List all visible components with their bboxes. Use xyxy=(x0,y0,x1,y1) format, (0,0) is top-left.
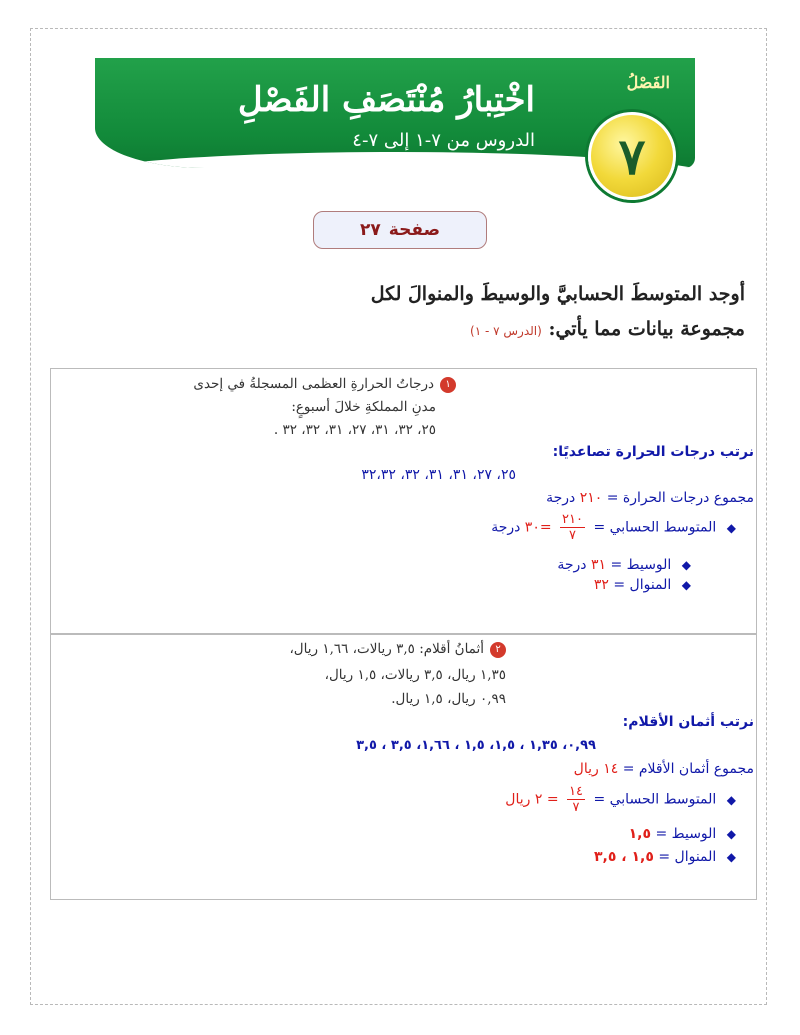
q1-sorted: ٢٥، ٢٧، ٣١، ٣١، ٣٢، ٣٢،٣٢ xyxy=(361,467,516,483)
q1-mode-value: ٣٢ xyxy=(593,577,609,593)
q1-text-2: مدنِ المملكةِ خلالَ أسبوعٍ: xyxy=(291,399,436,415)
q1-sum-line xyxy=(546,490,754,506)
q2-mode-value: ١,٥ ، ٣,٥ xyxy=(593,849,654,865)
q2-text-line-1 xyxy=(289,641,506,658)
diamond-bullet-icon: ◆ xyxy=(681,558,691,572)
q2-text-2: ١,٣٥ ريال، ٣,٥ ريالات، ١,٥ ريال، xyxy=(324,667,506,683)
q1-data: ٢٥، ٣٢، ٣١، ٢٧، ٣١، ٣٢، ٣٢ . xyxy=(273,422,436,438)
q2-median-line xyxy=(629,826,736,842)
q1-mean-value: =٣٠ xyxy=(524,519,552,536)
q2-sum-label: مجموع أثمان الأقلام = xyxy=(622,761,754,777)
q2-sorted: ٠,٩٩، ١,٣٥ ، ١,٥، ١,٥ ، ١,٦٦، ٣,٥ ، ٣,٥ xyxy=(356,738,596,753)
banner-subtitle: الدروس من ٧-١ إلى ٧-٤ xyxy=(352,130,535,151)
q1-mean-denominator: ٧ xyxy=(569,528,576,543)
q1-sum-unit: درجة xyxy=(546,490,576,506)
q1-mean-unit: درجة xyxy=(491,519,521,536)
question-1-box xyxy=(50,368,757,635)
banner-title: اخْتِبارُ مُنْتَصَفِ الفَصْلِ xyxy=(237,80,535,120)
q1-number: ١ xyxy=(440,377,456,393)
q2-mean-line xyxy=(505,784,736,815)
instruction-line-2 xyxy=(145,318,745,340)
q2-median-value: ١,٥ xyxy=(628,826,652,842)
q1-median-line xyxy=(557,557,691,573)
instruction-line-1: أوجد المتوسطَ الحسابيَّ والوسيطَ والمنوالَ لكل xyxy=(370,283,745,305)
diamond-bullet-icon: ◆ xyxy=(726,520,736,535)
q2-median-label: الوسيط = xyxy=(655,826,717,842)
q2-mean-fraction xyxy=(567,784,585,815)
q2-mean-value: = ٢ ريال xyxy=(505,791,559,808)
q2-text-3: ٠,٩٩ ريال، ١,٥ ريال. xyxy=(391,691,506,707)
chapter-label: الفَصْلُ xyxy=(626,73,670,92)
instruction-text: مجموعة بيانات مما يأتي: xyxy=(548,318,745,340)
q1-mean-label: المتوسط الحسابي = xyxy=(593,519,717,536)
q2-mean-numerator: ١٤ xyxy=(569,784,583,799)
q1-mode-line xyxy=(594,577,691,593)
q1-median-value: ٣١ xyxy=(591,557,607,573)
q2-mode-line xyxy=(594,849,736,865)
chapter-number-badge: ٧ xyxy=(588,112,676,200)
q2-sort-title: نرتب أثمان الأقلام: xyxy=(622,714,754,730)
q1-sum-label: مجموع درجات الحرارة = xyxy=(606,490,754,506)
q1-sort-title: نرتب درجات الحرارة تصاعديًا: xyxy=(552,444,754,460)
diamond-bullet-icon: ◆ xyxy=(726,827,736,841)
question-2-box xyxy=(50,633,757,900)
q2-text-1: أثمانُ أقلام: ٣,٥ ريالات، ١,٦٦ ريال، xyxy=(289,641,484,657)
diamond-bullet-icon: ◆ xyxy=(726,850,736,864)
q2-sum-value: ١٤ ريال xyxy=(573,761,619,777)
q1-text-1: درجاتُ الحرارةِ العظمى المسجلةُ في إحدى xyxy=(193,376,434,392)
q2-number: ٢ xyxy=(490,642,506,658)
q2-mode-label: المنوال = xyxy=(658,849,717,865)
q1-mean-fraction xyxy=(560,512,585,543)
q1-mean-line xyxy=(491,512,736,543)
q1-median-unit: درجة xyxy=(557,557,587,573)
page-reference xyxy=(313,211,487,249)
page-label: صفحة xyxy=(388,220,440,240)
q2-mean-denominator: ٧ xyxy=(572,800,580,815)
q1-mean-numerator: ٢١٠ xyxy=(562,512,583,527)
page-number: ٢٧ xyxy=(360,220,381,240)
q2-sum-line xyxy=(574,761,754,777)
q2-mean-label: المتوسط الحسابي = xyxy=(593,791,717,808)
lesson-reference: (الدرس ٧ - ١) xyxy=(470,324,542,338)
q1-text-line-1 xyxy=(193,376,456,393)
q1-sum-value: ٢١٠ xyxy=(579,490,603,506)
diamond-bullet-icon: ◆ xyxy=(681,578,691,592)
q1-mode-label: المنوال = xyxy=(613,577,672,593)
q1-median-label: الوسيط = xyxy=(610,557,672,573)
diamond-bullet-icon: ◆ xyxy=(726,792,736,807)
